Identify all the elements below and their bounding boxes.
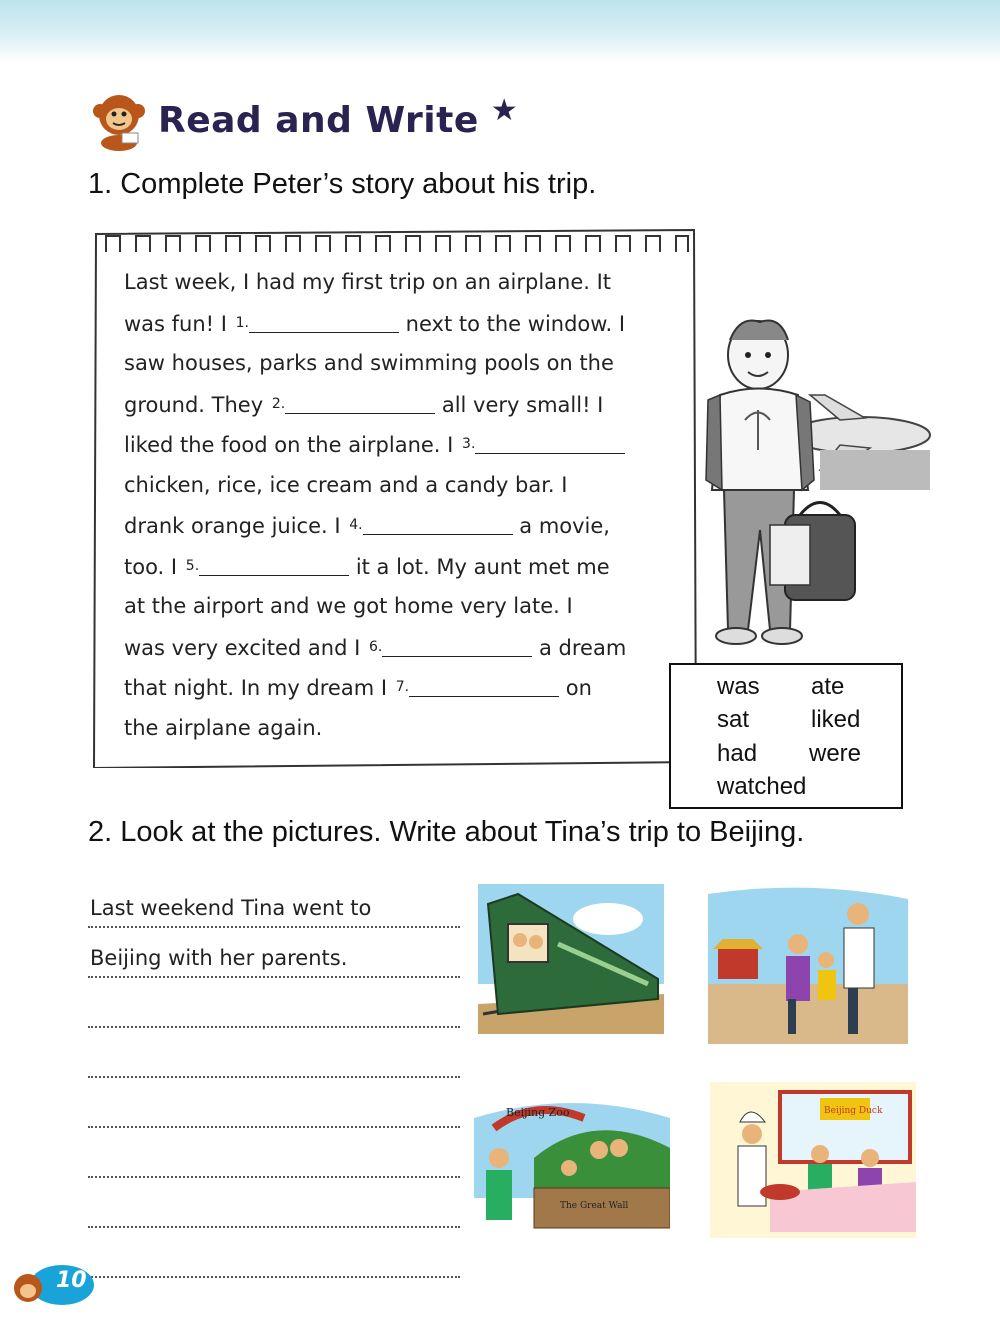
story-text: drank orange juice. I — [124, 514, 348, 538]
story-line — [124, 424, 684, 465]
story-text: too. I — [124, 554, 184, 579]
story-text: ground. They — [124, 392, 270, 417]
story-line — [124, 667, 684, 708]
answer-blank[interactable] — [475, 433, 625, 454]
story-text: next to the window. I — [399, 311, 626, 336]
zoo-great-wall-picture — [474, 1088, 670, 1236]
writing-line[interactable] — [88, 1078, 460, 1128]
story-text: it a lot. My aunt met me — [349, 554, 610, 579]
section-title: Read and Write — [158, 99, 479, 141]
tiananmen-family-picture — [708, 884, 908, 1044]
page-number: 10 — [56, 1268, 87, 1293]
star-icon: ★ — [490, 93, 518, 127]
boy-with-airplane-illustration — [690, 310, 935, 660]
blank-number: 3. — [462, 436, 476, 452]
answer-blank[interactable] — [363, 514, 513, 535]
story-text: was very excited and I — [124, 635, 367, 660]
writing-line[interactable] — [88, 1178, 460, 1228]
writing-line-text: Last weekend Tina went to — [90, 896, 372, 920]
word-bank-item: was — [717, 673, 760, 700]
writing-line[interactable] — [88, 878, 460, 928]
writing-area[interactable] — [88, 878, 460, 1278]
answer-blank[interactable] — [285, 393, 435, 414]
word-bank-item: ate — [811, 673, 845, 700]
blank-number: 6. — [368, 638, 383, 655]
blank-number: 4. — [349, 517, 363, 533]
story-text: saw houses, parks and swimming pools on the — [124, 351, 614, 375]
exercise-1-title: 1. Complete Peter’s story about his trip. — [88, 168, 597, 200]
story-line — [124, 343, 684, 384]
writing-line[interactable] — [88, 1028, 460, 1078]
story-text: all very small! I — [435, 392, 604, 417]
writing-line[interactable] — [88, 978, 460, 1028]
word-bank-item: liked — [811, 706, 861, 733]
peter-story — [124, 262, 684, 748]
story-line — [124, 586, 684, 627]
writing-line[interactable] — [88, 1228, 460, 1278]
section-heading — [88, 88, 518, 152]
duck-sign-text: Beijing Duck — [824, 1106, 883, 1116]
word-bank-item: were — [809, 740, 862, 767]
story-line — [124, 708, 684, 749]
word-bank-item: had — [717, 740, 758, 767]
story-text: that night. In my dream I — [124, 676, 394, 700]
blank-number: 2. — [271, 395, 286, 412]
story-line — [124, 384, 684, 425]
story-text: at the airport and we got home very late. I — [124, 594, 573, 618]
word-bank-item: watched — [717, 773, 807, 800]
story-text: on — [559, 676, 592, 700]
writing-line-text: Beijing with her parents. — [90, 946, 348, 970]
exercise-2-title: 2. Look at the pictures. Write about Tina’s trip to Beijing. — [88, 816, 805, 848]
story-line — [124, 505, 684, 546]
story-text: was fun! I — [124, 311, 234, 336]
word-bank-item: sat — [717, 706, 750, 733]
writing-line[interactable] — [88, 928, 460, 978]
word-bank — [669, 663, 903, 809]
blank-number: 5. — [185, 557, 200, 574]
answer-blank[interactable] — [382, 636, 532, 657]
answer-blank[interactable] — [199, 555, 349, 576]
story-text: Last week, I had my first trip on an airplane. It — [124, 270, 612, 294]
beijing-duck-picture — [710, 1082, 916, 1238]
answer-blank[interactable] — [249, 312, 399, 333]
story-text: liked the food on the airplane. I — [124, 433, 461, 457]
blank-number: 1. — [235, 314, 249, 331]
great-wall-sign-text: The Great Wall — [560, 1201, 629, 1211]
story-line — [124, 627, 684, 668]
zoo-sign-text: Beijing Zoo — [506, 1106, 570, 1119]
story-line — [124, 303, 684, 344]
story-line — [124, 262, 684, 303]
answer-blank[interactable] — [409, 676, 559, 697]
story-text: a dream — [532, 635, 627, 660]
story-text: the airplane again. — [124, 715, 323, 740]
blank-number: 7. — [395, 679, 410, 695]
story-text: chicken, rice, ice cream and a candy bar. I — [124, 472, 568, 497]
story-text: a movie, — [512, 514, 610, 538]
story-line — [124, 546, 684, 587]
top-decorative-band — [0, 0, 1000, 62]
train-picture — [478, 884, 664, 1034]
monkey-mascot-icon — [88, 89, 150, 151]
story-line — [124, 465, 684, 506]
writing-line[interactable] — [88, 1128, 460, 1178]
